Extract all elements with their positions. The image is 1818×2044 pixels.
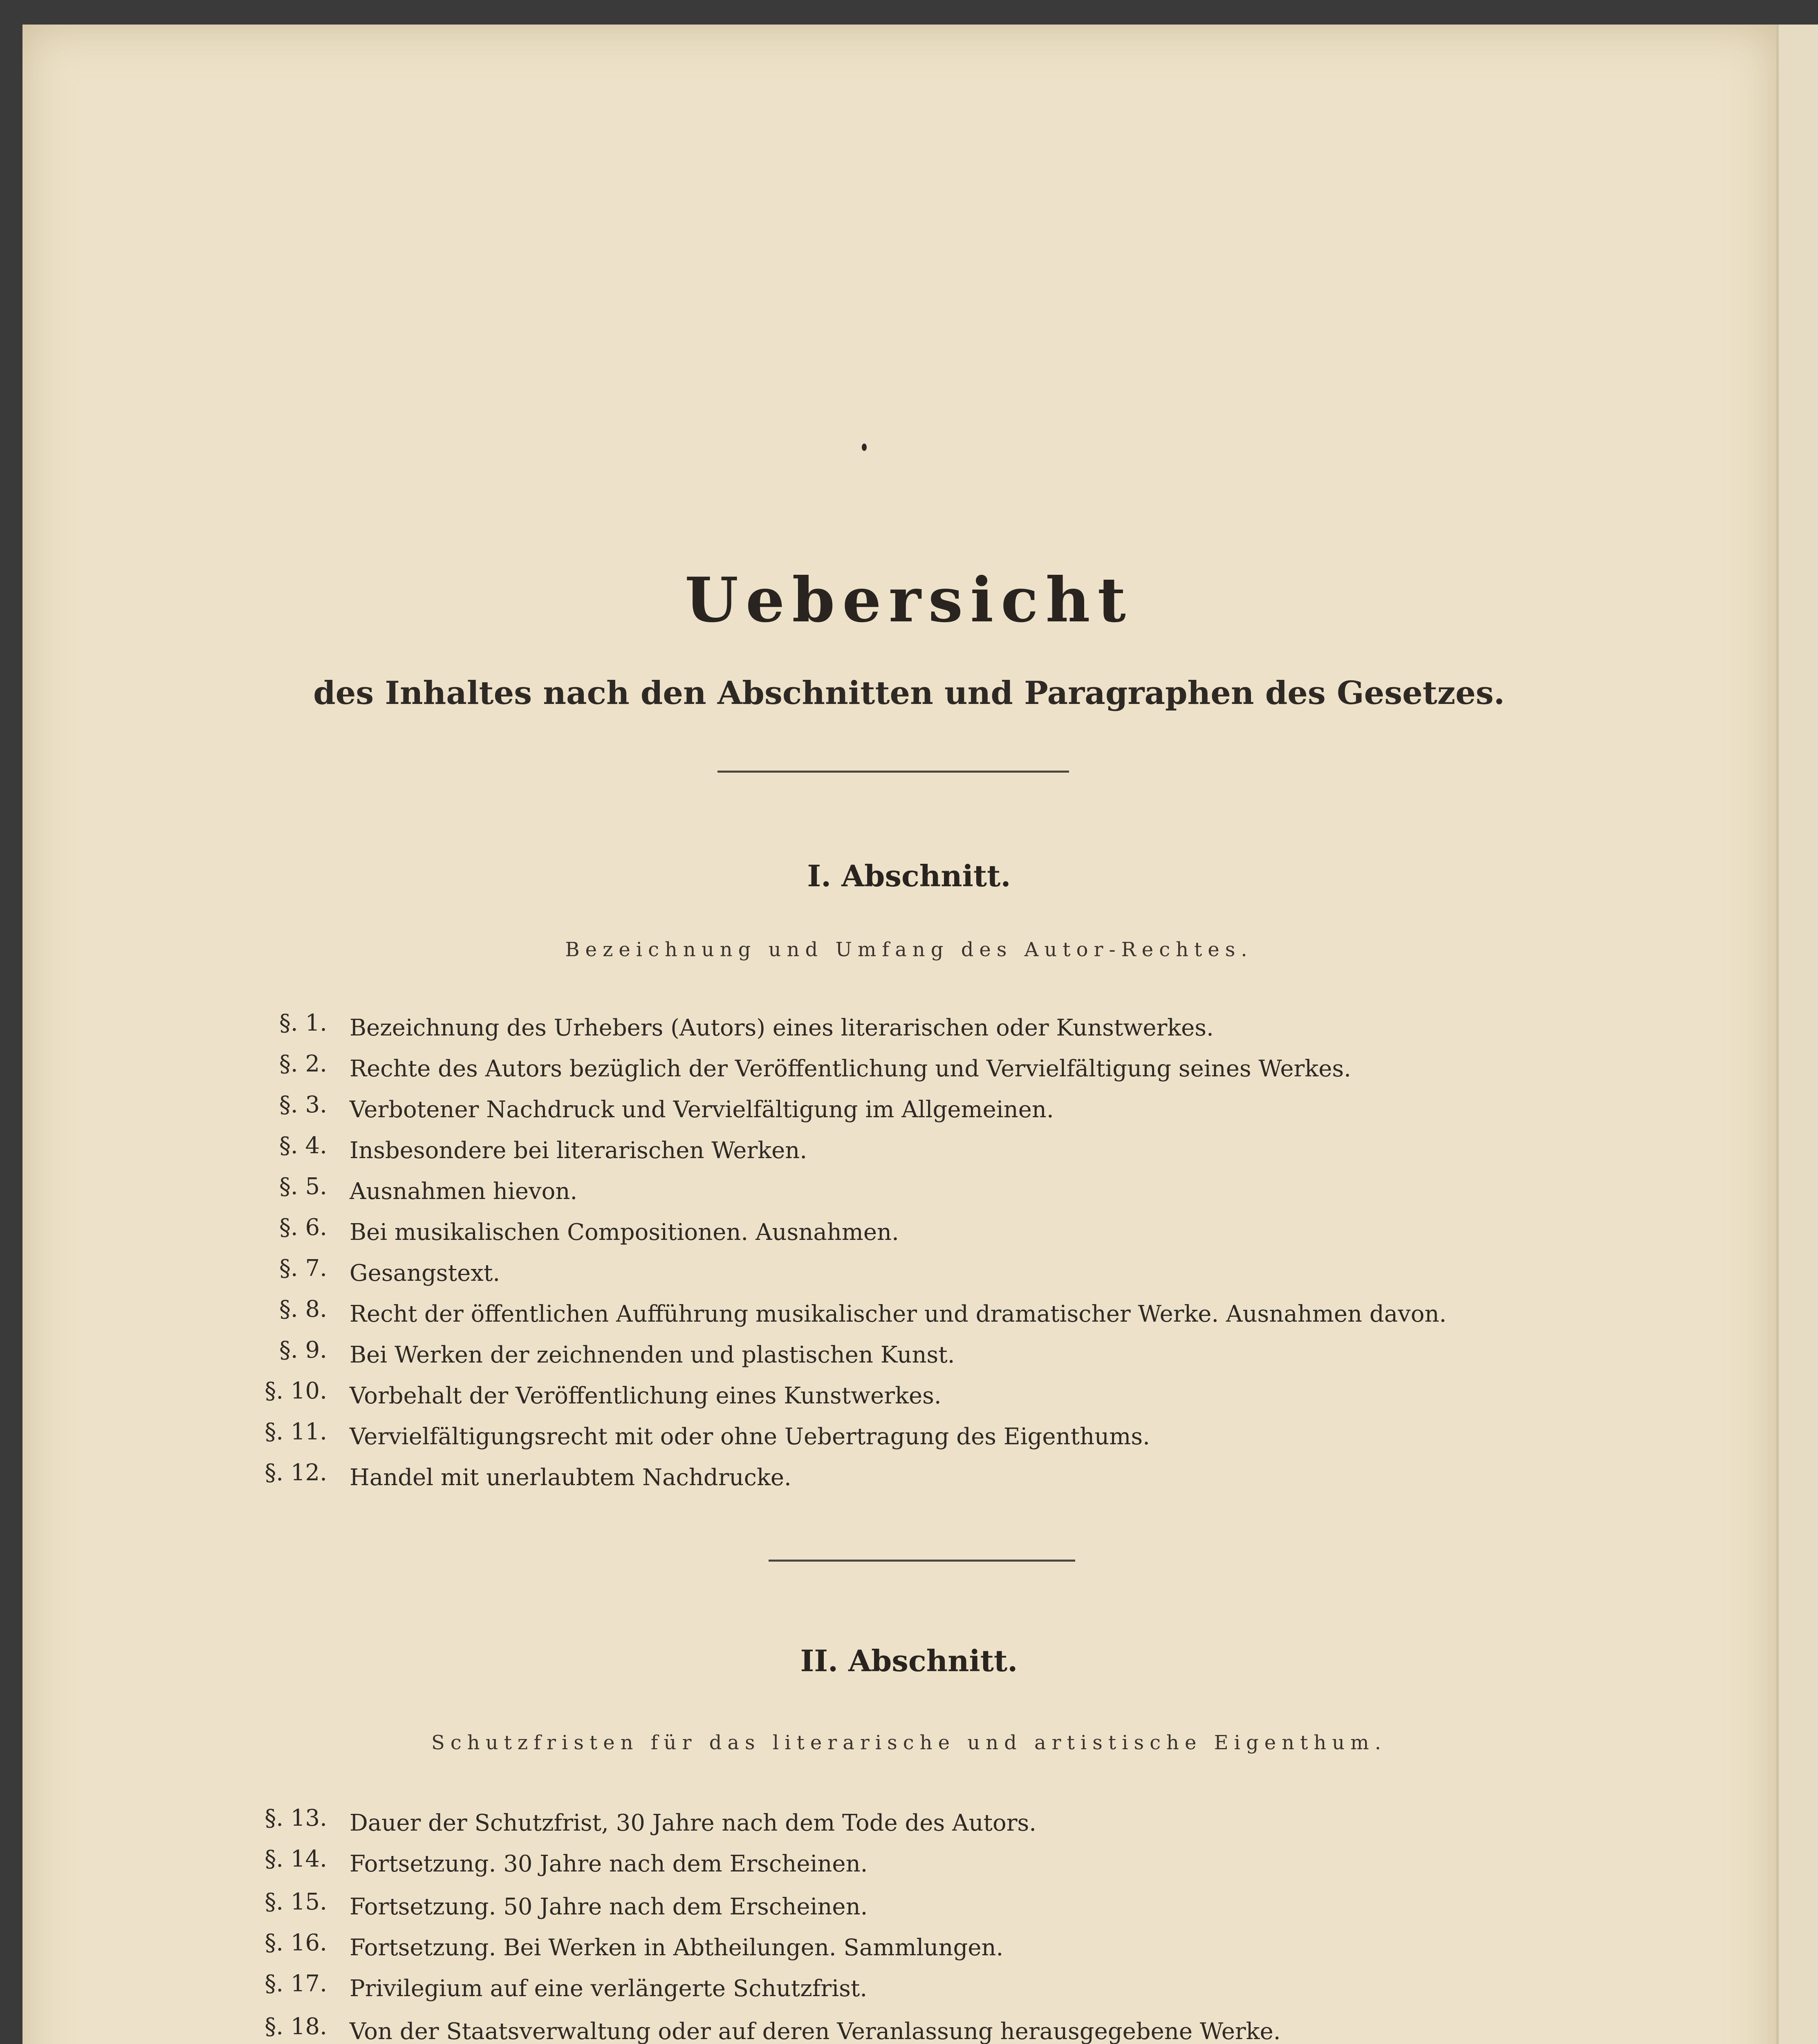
paragraph-number: §. 11.	[265, 1419, 327, 1445]
paragraph-number: §. 12.	[265, 1459, 327, 1486]
paragraph-title: Bei Werken der zeichnenden und plastischen Kunst.	[350, 1342, 955, 1368]
paragraph-number: §. 3.	[279, 1091, 327, 1118]
paragraph-title: Privilegium auf eine verlängerte Schutzfrist.	[350, 1975, 868, 2002]
paragraph-number: §. 16.	[265, 1930, 327, 1956]
title-divider	[717, 771, 1069, 773]
paragraph-number: §. 17.	[265, 1970, 327, 1997]
paragraph-title: Rechte des Autors bezüglich der Veröffentlichung und Vervielfältigung seines Werkes.	[350, 1056, 1351, 1082]
paragraph-title: Recht der öffentlichen Aufführung musikalischer und dramatischer Werke. Ausnahmen davon.	[350, 1301, 1447, 1327]
paragraph-title: Von der Staatsverwaltung oder auf deren Veranlassung herausgegebene Werke.	[350, 2018, 1281, 2044]
paragraph-number: §. 9.	[279, 1337, 327, 1363]
paragraph-title: Ausnahmen hievon.	[350, 1178, 578, 1205]
section-divider	[769, 1560, 1075, 1562]
paragraph-title: Fortsetzung. 50 Jahre nach dem Erscheinen.	[350, 1894, 868, 1920]
paragraph-title: Dauer der Schutzfrist, 30 Jahre nach dem Tode des Autors.	[350, 1810, 1037, 1836]
section-heading-1: I. Abschnitt.	[807, 858, 1011, 893]
paragraph-number: §. 7.	[279, 1255, 327, 1282]
paragraph-number: §. 5.	[279, 1173, 327, 1200]
paragraph-title: Fortsetzung. Bei Werken in Abtheilungen. Sammlungen.	[350, 1934, 1004, 1961]
paragraph-number: §. 6.	[279, 1214, 327, 1241]
paragraph-title: Handel mit unerlaubtem Nachdrucke.	[350, 1464, 791, 1491]
page-subtitle: des Inhaltes nach den Abschnitten und Paragraphen des Gesetzes.	[313, 675, 1505, 712]
ink-dot	[862, 444, 867, 451]
paragraph-number: §. 4.	[279, 1132, 327, 1159]
paragraph-title: Fortsetzung. 30 Jahre nach dem Erscheinen.	[350, 1851, 868, 1877]
paragraph-title: Vorbehalt der Veröffentlichung eines Kunstwerkes.	[350, 1383, 942, 1409]
paragraph-number: §. 8.	[279, 1296, 327, 1322]
section-heading-2: II. Abschnitt.	[800, 1643, 1018, 1678]
paragraph-number: §. 2.	[279, 1051, 327, 1077]
section-description-1: Bezeichnung und Umfang des Autor-Rechtes.	[565, 938, 1253, 961]
section-description-2: Schutzfristen für das literarische und artistische Eigenthum.	[431, 1731, 1387, 1754]
paragraph-number: §. 15.	[265, 1889, 327, 1915]
paragraph-title: Verbotener Nachdruck und Vervielfältigung im Allgemeinen.	[350, 1096, 1054, 1123]
paragraph-number: §. 1.	[279, 1010, 327, 1036]
paragraph-title: Vervielfältigungsrecht mit oder ohne Uebertragung des Eigenthums.	[350, 1423, 1150, 1450]
paragraph-title: Bezeichnung des Urhebers (Autors) eines literarischen oder Kunstwerkes.	[350, 1015, 1214, 1041]
paragraph-title: Insbesondere bei literarischen Werken.	[350, 1137, 807, 1164]
page-title: Uebersicht	[685, 564, 1133, 636]
paragraph-number: §. 13.	[265, 1805, 327, 1831]
paragraph-number: §. 10.	[265, 1378, 327, 1404]
paragraph-title: Bei musikalischen Compositionen. Ausnahmen.	[350, 1219, 899, 1246]
paragraph-title: Gesangstext.	[350, 1260, 500, 1286]
paragraph-number: §. 18.	[265, 2013, 327, 2040]
paragraph-number: §. 14.	[265, 1846, 327, 1872]
